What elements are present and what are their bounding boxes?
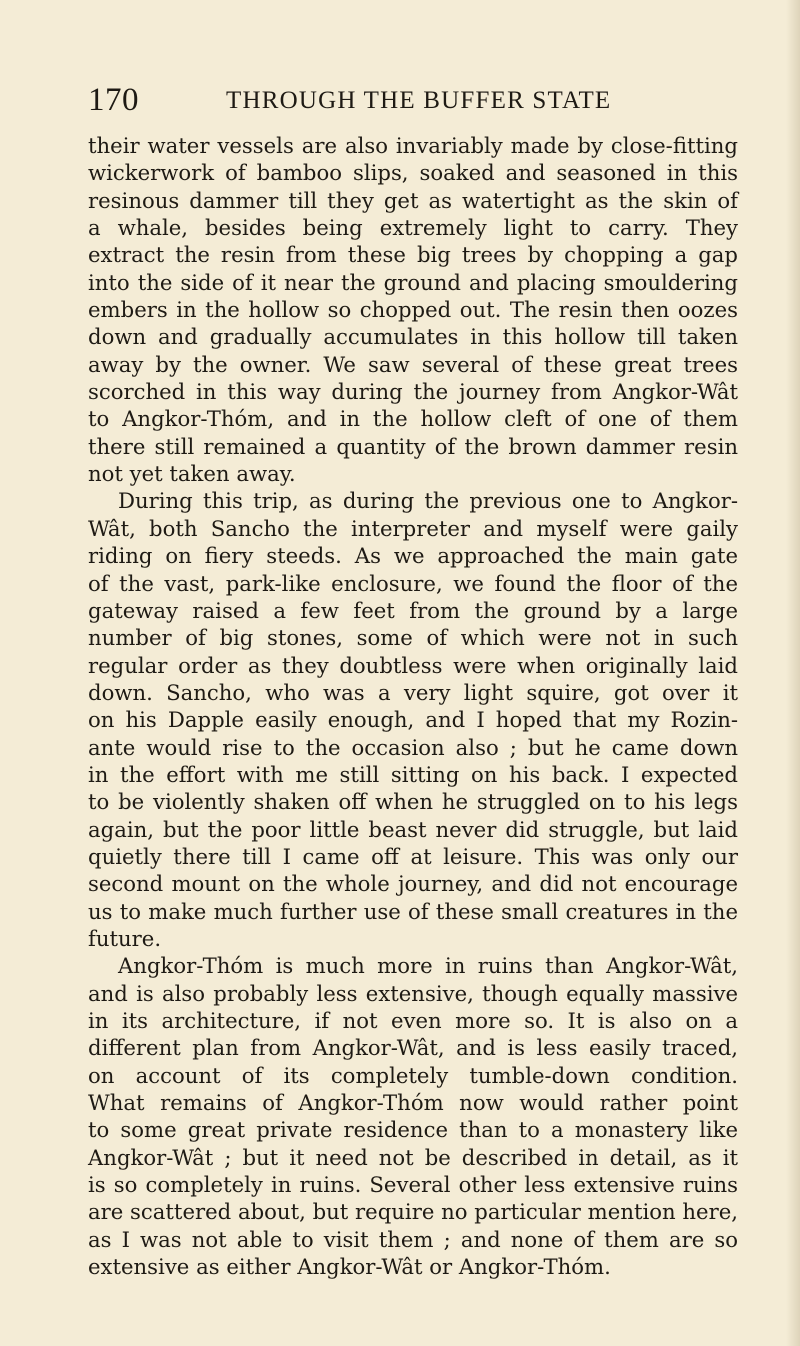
text-line: scorched in this way during the journey from Angkor-Wât <box>88 379 738 405</box>
text-line: are scattered about, but require no particular mention here, <box>88 1199 738 1225</box>
text-line: resinous dammer till they get as watertight as the skin of <box>88 187 738 213</box>
text-line: regular order as they doubtless were when originally laid <box>88 652 738 678</box>
text-line: again, but the poor little beast never did struggle, but laid <box>88 816 738 842</box>
text-line: as I was not able to visit them ; and none of them are so <box>88 1226 738 1252</box>
text-line: riding on fiery steeds. As we approached the main gate <box>88 543 738 569</box>
text-line: in the effort with me still sitting on his back. I expected <box>88 761 738 787</box>
text-line: What remains of Angkor-Thóm now would rather point <box>88 1090 738 1116</box>
text-line: wickerwork of bamboo slips, soaked and seasoned in this <box>88 160 738 186</box>
text-line: embers in the hollow so chopped out. The resin then oozes <box>88 297 738 323</box>
text-line: on account of its completely tumble-down condition. <box>88 1062 738 1088</box>
page-header <box>88 80 738 120</box>
text-line: in its architecture, if not even more so. It is also on a <box>88 1008 738 1033</box>
paragraph <box>88 132 738 487</box>
text-line: to Angkor-Thóm, and in the hollow cleft of one of them <box>88 406 738 432</box>
page-number: 170 <box>88 82 139 118</box>
text-line: there still remained a quantity of the brown dammer resin <box>88 433 738 459</box>
page-edge-shadow <box>786 0 800 1346</box>
text-line: not yet taken away. <box>88 461 296 487</box>
text-line: to be violently shaken off when he struggled on to his legs <box>88 789 738 815</box>
body-text <box>88 132 738 1280</box>
text-line: is so completely in ruins. Several other less extensive ruins <box>88 1172 738 1198</box>
text-line: extensive as either Angkor-Wât or Angkor-Thóm. <box>88 1254 611 1280</box>
text-line: us to make much further use of these small creatures in the <box>88 898 738 924</box>
text-line: away by the owner. We saw several of these great trees <box>88 351 738 377</box>
text-line: ante would rise to the occasion also ; but he came down <box>88 734 738 760</box>
text-line: Wât, both Sancho the interpreter and myself were gaily <box>88 515 738 541</box>
text-line: future. <box>88 925 162 951</box>
text-line: on his Dapple easily enough, and I hoped that my Rozin- <box>88 707 738 733</box>
text-line: Angkor-Thóm is much more in ruins than Angkor-Wât, <box>118 953 738 979</box>
paragraph <box>88 952 738 1280</box>
text-line: their water vessels are also invariably made by close-fitting <box>88 133 738 158</box>
text-line: number of big stones, some of which were not in such <box>88 625 738 651</box>
text-line: Angkor-Wât ; but it need not be described in detail, as it <box>88 1144 738 1170</box>
text-line: second mount on the whole journey, and did not encourage <box>88 871 738 897</box>
text-line: into the side of it near the ground and placing smouldering <box>88 269 738 295</box>
running-head: THROUGH THE BUFFER STATE <box>226 87 612 114</box>
text-line: extract the resin from these big trees by chopping a gap <box>88 242 738 268</box>
text-line: down. Sancho, who was a very light squire, got over it <box>88 679 738 705</box>
text-line: of the vast, park-like enclosure, we found the floor of the <box>88 570 738 596</box>
text-line: gateway raised a few feet from the ground by a large <box>88 597 738 623</box>
paragraph <box>88 487 738 952</box>
text-line: different plan from Angkor-Wât, and is less easily traced, <box>88 1035 738 1061</box>
text-line: to some great private residence than to a monastery like <box>88 1117 738 1143</box>
text-line: quietly there till I came off at leisure. This was only our <box>88 843 738 869</box>
text-line: a whale, besides being extremely light to carry. They <box>88 215 738 241</box>
text-line: and is also probably less extensive, though equally massive <box>88 980 738 1006</box>
text-line: down and gradually accumulates in this hollow till taken <box>88 324 738 350</box>
text-line: During this trip, as during the previous one to Angkor- <box>118 488 738 514</box>
